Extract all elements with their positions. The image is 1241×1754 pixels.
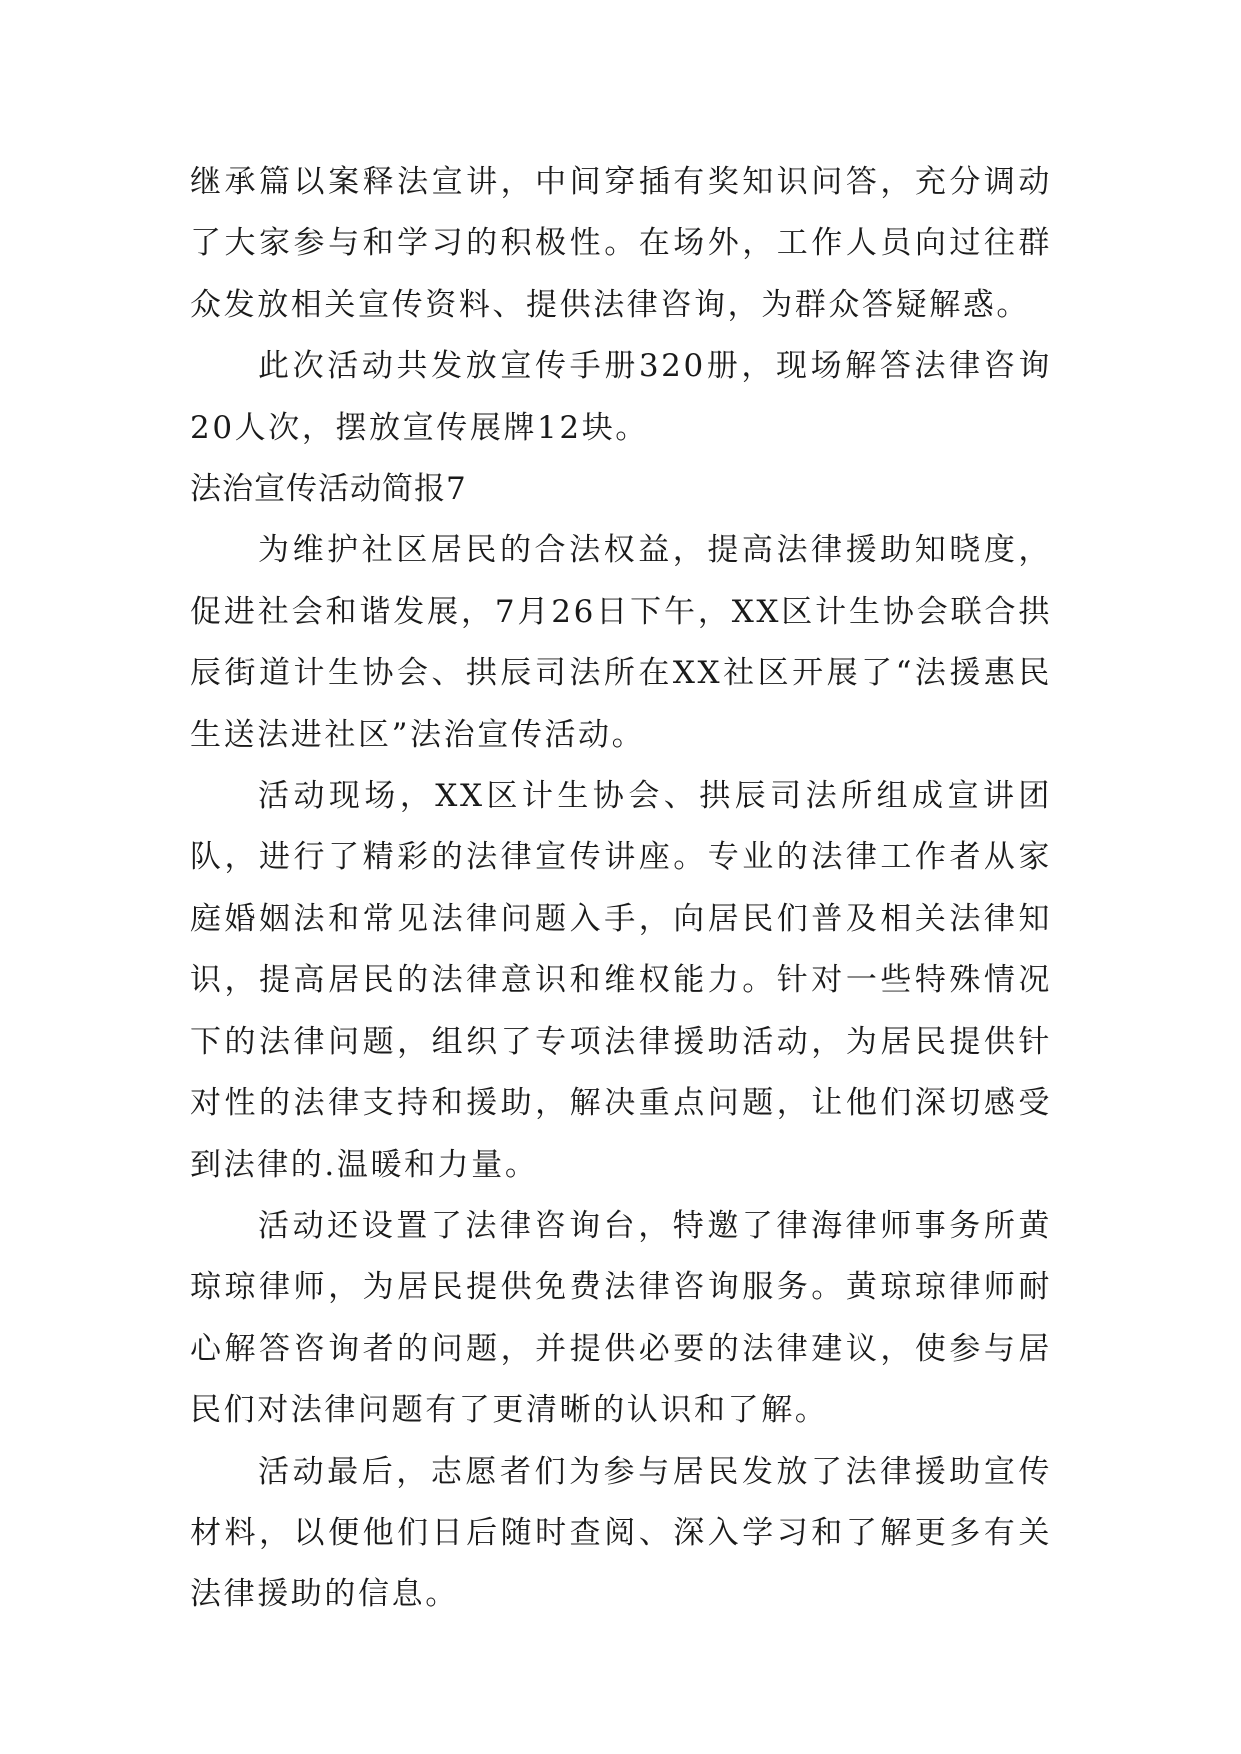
paragraph-lecture: 活动现场，XX区计生协会、拱辰司法所组成宣讲团队，进行了精彩的法律宣传讲座。专业的法律工作者从家庭婚姻法和常见法律问题入手，向居民们普及相关法律知识，提高居民的法律意识和维权能力。针对一些特殊情况下的法律问题，组织了专项法律援助活动，为居民提供针对性的法律支持和援助，解决重点问题，让他们深切感受到法律的.温暖和力量。 xyxy=(190,778,1052,1183)
paragraph-statistics: 此次活动共发放宣传手册320册，现场解答法律咨询20人次，摆放宣传展牌12块。 xyxy=(190,348,1052,446)
paragraph-continuation: 继承篇以案释法宣讲，中间穿插有奖知识问答，充分调动了大家参与和学习的积极性。在场外，工作人员向过往群众发放相关宣传资料、提供法律咨询，为群众答疑解惑。 xyxy=(190,164,1052,323)
paragraph-consultation: 活动还设置了法律咨询台，特邀了律海律师事务所黄琼琼律师，为居民提供免费法律咨询服务。黄琼琼律师耐心解答咨询者的问题，并提供必要的法律建议，使参与居民们对法律问题有了更清晰的认识和了解。 xyxy=(190,1207,1052,1429)
section-heading: 法治宣传活动简报7 xyxy=(190,471,467,508)
paragraph-closing: 活动最后，志愿者们为参与居民发放了法律援助宣传材料，以便他们日后随时查阅、深入学习和了解更多有关法律援助的信息。 xyxy=(190,1453,1052,1613)
paragraph-intro: 为维护社区居民的合法权益，提高法律援助知晓度，促进社会和谐发展，7月26日下午，XX区计生协会联合拱辰街道计生协会、拱辰司法所在XX社区开展了“法援惠民生送法进社区”法治宣传活动。 xyxy=(190,532,1052,753)
document-body xyxy=(190,152,1052,1626)
